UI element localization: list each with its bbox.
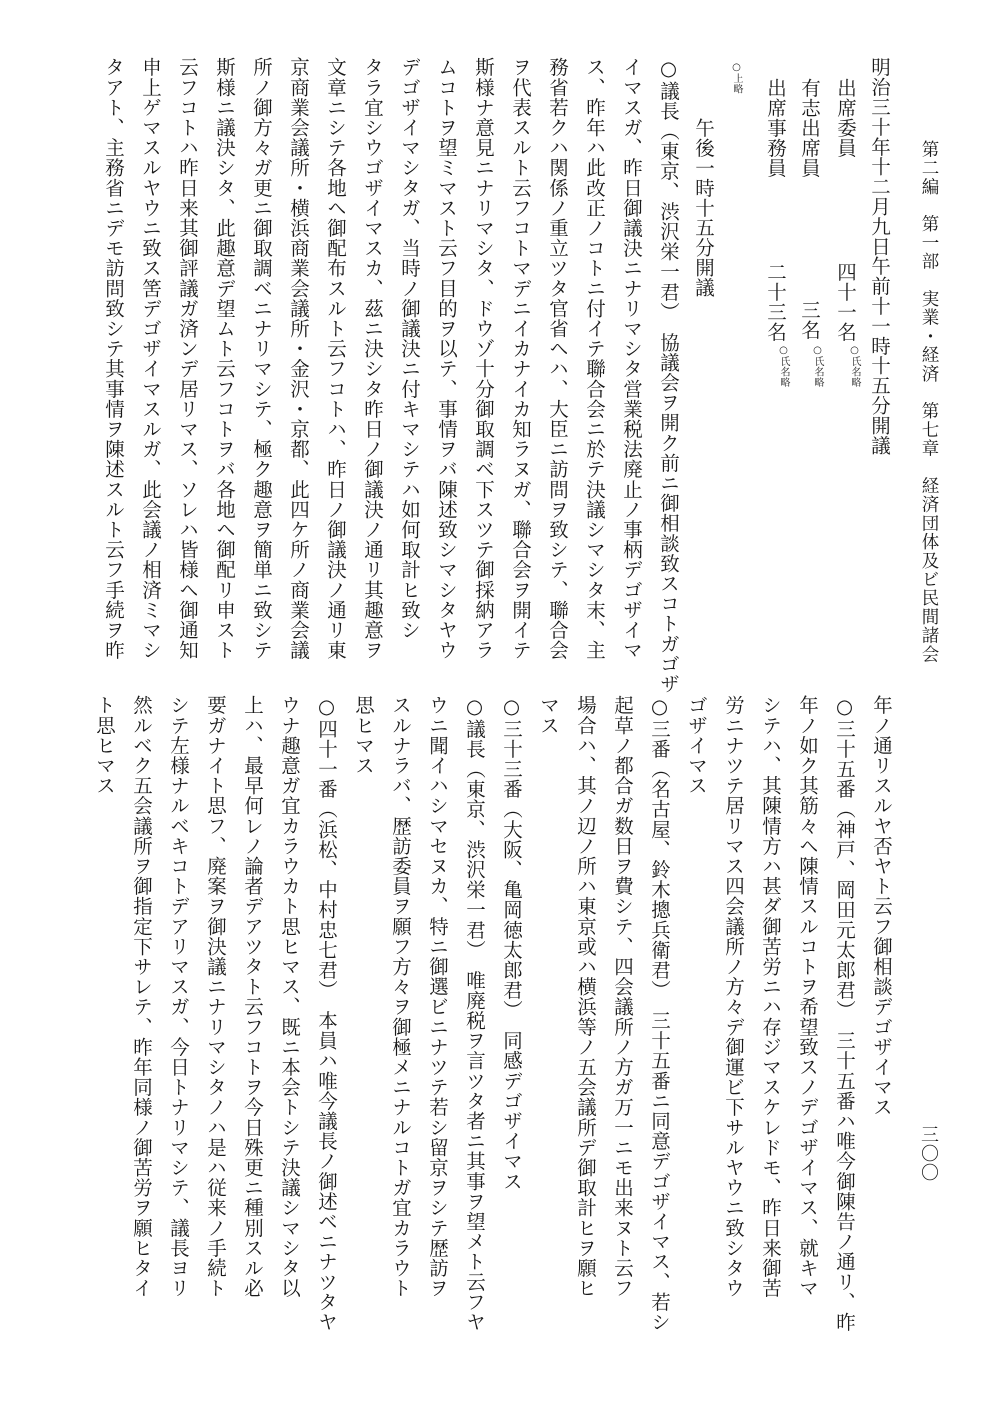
meeting-datetime: 明治三十年十二月九日午前十一時十五分開議 xyxy=(868,57,891,455)
text-column: マス xyxy=(537,695,560,736)
text-column: ウニ聞イハシマセヌカ、特ニ御選ビニナツテ若シ留京ヲシテ歴訪ヲ xyxy=(426,695,449,1298)
text-column: 京商業会議所・横浜商業会議所・金沢・京都、此四ケ所ノ商業会議 xyxy=(287,57,310,660)
text-column: 場合ハ、其ノ辺ノ所ハ東京或ハ横浜等ノ五会議所デ御取計ヒヲ願ヒ xyxy=(574,695,597,1298)
staff-note: ○氏名略 xyxy=(778,345,789,388)
text-column: 所ノ御方々ガ更ニ御取調ベニナリマシテ、極ク趣意ヲ簡単ニ致シテ xyxy=(250,57,273,660)
text-column: 年ノ如ク其筋々ヘ陳情スルコトヲ希望致スノデゴザイマス、就キマ xyxy=(796,695,819,1298)
text-column: ヲ代表スルト云フコトマデニイカナイカ知ラヌガ、聯合会ヲ開イテ xyxy=(509,57,532,660)
attendees-label: 出席委員 xyxy=(834,78,857,158)
attendees-note: ○氏名略 xyxy=(849,345,860,388)
text-column: ス、昨年ハ此改正ノコトニ付イテ聯合会ニ於テ決議シマシタ末、主 xyxy=(583,57,606,660)
text-column: 斯様ニ議決シタ、此趣意デ望ムト云フコトヲバ各地ヘ御配リ申スト xyxy=(213,57,236,660)
omission-note: ○上略 xyxy=(731,62,742,95)
text-column: 斯様ナ意見ニナリマシタ、ドウゾ十分御取調ベ下スツテ御採納アラ xyxy=(472,57,495,660)
text-column: ○議長（東京、渋沢栄一君） 唯廃税ヲ言ツタ者ニ其事ヲ望メト云フヤ xyxy=(463,695,486,1332)
text-column: 年ノ通リスルヤ否ヤト云フ御相談デゴザイマス xyxy=(870,695,893,1118)
afternoon-session: 午後一時十五分開議 xyxy=(692,118,715,298)
attendees-count: 四十一名 xyxy=(834,262,857,342)
volunteers-count: 三名 xyxy=(798,300,821,340)
text-column: 申上ゲマスルヤウニ致ス筈デゴザイマスルガ、此会議ノ相済ミマシ xyxy=(139,57,162,660)
text-column: ト思ヒマス xyxy=(93,695,116,796)
page-number: 三〇〇 xyxy=(918,1125,939,1182)
text-column: ○三番（名古屋、鈴木摠兵衛君） 三十五番ニ同意デゴザイマス、若シ xyxy=(648,695,671,1332)
volunteers-note: ○氏名略 xyxy=(812,345,823,388)
text-column: 起草ノ都合ガ数日ヲ費シテ、四会議所ノ方ガ万一ニモ出来ヌト云フ xyxy=(611,695,634,1298)
running-header: 第二編 第一部 実業・経済 第七章 経済団体及ビ民間諸会 xyxy=(919,140,939,664)
text-column: イマスガ、昨日御議決ニナリマシタ営業税法廃止ノ事柄デゴザイマ xyxy=(620,57,643,660)
text-column: 労ニナツテ居リマス四会議所ノ方々デ御運ビ下サルヤウニ致シタウ xyxy=(722,695,745,1298)
text-column: 然ルベク五会議所ヲ御指定下サレテ、昨年同様ノ御苦労ヲ願ヒタイ xyxy=(130,695,153,1298)
text-column: スルナラバ、歴訪委員ヲ願フ方々ヲ御極メニナルコトガ宜カラウト xyxy=(389,695,412,1298)
text-column: シテ左様ナルベキコトデアリマスガ、今日トナリマシテ、議長ヨリ xyxy=(167,695,190,1298)
text-column: 要ガナイト思フ、廃案ヲ御決議ニナリマシタノハ是ハ従来ノ手続ト xyxy=(204,695,227,1298)
text-column: ○三十五番（神戸、岡田元太郎君） 三十五番ハ唯今御陳告ノ通リ、昨 xyxy=(833,695,856,1332)
text-column: 上ハ、最早何レノ論者デアツタト云フコトヲ今日殊更ニ種別スル必 xyxy=(241,695,264,1298)
text-column: デゴザイマシタガ、当時ノ御議決ニ付キマシテハ如何取計ヒ致シ xyxy=(398,57,421,640)
text-column: ゴザイマス xyxy=(685,695,708,796)
text-column: タアト、主務省ニデモ訪問致シテ其事情ヲ陳述スルト云フ手続ヲ昨 xyxy=(102,57,125,660)
staff-count: 二十三名 xyxy=(764,262,787,342)
staff-label: 出席事務員 xyxy=(764,78,787,178)
text-column: シテハ、其陳情方ハ甚ダ御苦労ニハ存ジマスケレドモ、昨日来御苦 xyxy=(759,695,782,1298)
text-column: ウナ趣意ガ宜カラウカト思ヒマス、既ニ本会トシテ決議シマシタ以 xyxy=(278,695,301,1298)
text-column: ムコトヲ望ミマスト云フ目的ヲ以テ、事情ヲバ陳述致シマシタヤウ xyxy=(435,57,458,660)
text-column: ○議長（東京、渋沢栄一君） 協議会ヲ開ク前ニ御相談致スコトガゴザ xyxy=(657,57,680,694)
text-column: 文章ニシテ各地ヘ御配布スルト云フコトハ、昨日ノ御議決ノ通リ東 xyxy=(324,57,347,660)
text-column: 務省若クハ関係ノ重立ツタ官省ヘハ、大臣ニ訪問ヲ致シテ、聯合会 xyxy=(546,57,569,660)
text-column: ○四十一番（浜松、中村忠七君） 本員ハ唯今議長ノ御述ベニナツタヤ xyxy=(315,695,338,1332)
text-column: 思ヒマス xyxy=(352,695,375,776)
volunteers-label: 有志出席員 xyxy=(798,78,821,178)
text-column: ○三十三番（大阪、亀岡徳太郎君） 同感デゴザイマス xyxy=(500,695,523,1192)
text-column: 云フコトハ昨日来其御評議ガ済ンデ居リマス、ソレハ皆様ヘ御通知 xyxy=(176,57,199,660)
text-column: タラ宜シウゴザイマスカ、茲ニ決シタ昨日ノ御議決ノ通リ其趣意ヲ xyxy=(361,57,384,660)
